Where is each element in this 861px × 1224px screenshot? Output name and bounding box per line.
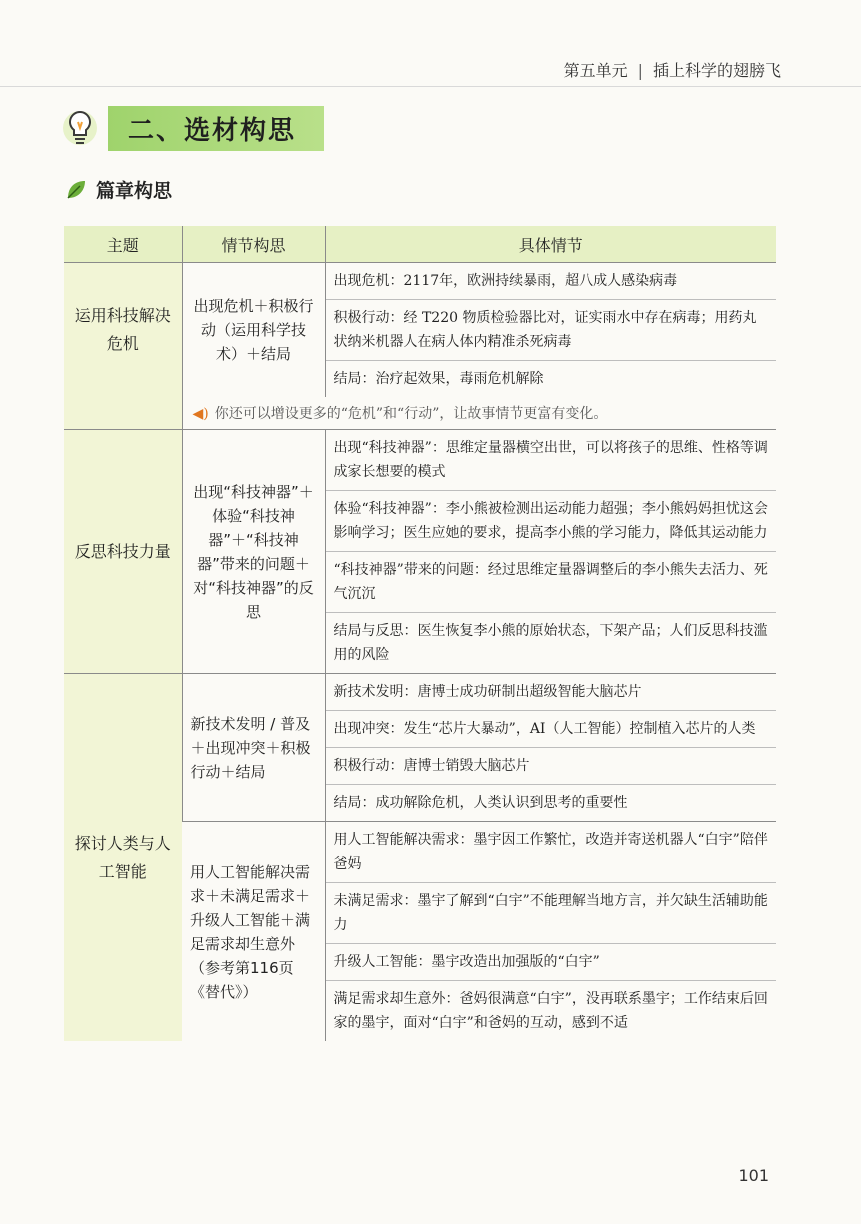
details-cell	[325, 674, 776, 822]
header-divider	[0, 86, 861, 87]
detail-item: 满足需求却生意外：爸妈很满意“白宇”，没再联系墨宇；工作结束后回家的墨宇，面对“白宇”和爸妈的互动，感到不适	[333, 991, 768, 1031]
detail-item: 升级人工智能：墨宇改造出加强版的“白宇”	[326, 944, 777, 981]
header-plot: 情节构思	[182, 226, 325, 263]
table-row	[64, 263, 776, 398]
details-cell	[325, 822, 776, 1042]
topic-cell: 反思科技力量	[64, 430, 182, 674]
table-row	[64, 430, 776, 674]
tip-row	[64, 397, 776, 430]
topic-cell: 运用科技解决危机	[64, 263, 182, 398]
detail-item: “科技神器”带来的问题：经过思维定量器调整后的李小熊失去活力、死气沉沉	[326, 552, 777, 613]
detail-item: 结局：成功解除危机，人类认识到思考的重要性	[333, 795, 628, 811]
page-header	[564, 58, 781, 81]
tip-cell	[182, 397, 776, 430]
header-topic: 主题	[64, 226, 182, 263]
tip-text: 你还可以增设更多的“危机”和“行动”，让故事情节更富有变化。	[214, 406, 608, 422]
detail-item: 用人工智能解决需求：墨宇因工作繁忙，改造并寄送机器人“白宇”陪伴爸妈	[326, 822, 777, 883]
detail-item: 出现冲突：发生“芯片大暴动”，AI（人工智能）控制植入芯片的人类	[326, 711, 777, 748]
table-row	[64, 674, 776, 822]
plot-cell: 新技术发明 / 普及＋出现冲突＋积极行动＋结局	[182, 674, 325, 822]
plot-cell: 出现危机＋积极行动（运用科学技术）＋结局	[182, 263, 325, 398]
detail-item: 体验“科技神器”：李小熊被检测出运动能力超强；李小熊妈妈担忧这会影响学习；医生应她的要求，提高李小熊的学习能力，降低其运动能力	[326, 491, 777, 552]
header-details: 具体情节	[325, 226, 776, 263]
detail-item: 积极行动：经 T220 物质检验器比对，证实雨水中存在病毒；用药丸状纳米机器人在病人体内精准杀死病毒	[326, 300, 777, 361]
unit-label: 第五单元	[563, 61, 628, 80]
plot-cell: 出现“科技神器”＋体验“科技神器”＋“科技神器”带来的问题＋对“科技神器”的反思	[182, 430, 325, 674]
section-heading	[62, 105, 324, 151]
plot-cell: 用人工智能解决需求＋未满足需求＋升级人工智能＋满足需求却生意外（参考第116页《替代》）	[190, 862, 311, 1001]
plot-table	[64, 226, 776, 1041]
page-number: 101	[738, 1166, 769, 1185]
details-cell	[325, 263, 776, 398]
unit-title: 插上科学的翅膀飞	[652, 61, 781, 80]
topic-cell: 探讨人类与人工智能	[64, 674, 182, 1042]
leaf-icon	[64, 178, 88, 202]
detail-item: 结局与反思：医生恢复李小熊的原始状态，下架产品；人们反思科技滥用的风险	[333, 623, 768, 663]
section-title: 二、选材构思	[108, 106, 324, 151]
subsection-heading	[64, 176, 172, 203]
lightbulb-icon	[62, 106, 102, 150]
detail-item: 出现危机：2117年，欧洲持续暴雨，超八成人感染病毒	[326, 263, 777, 300]
detail-item: 未满足需求：墨宇了解到“白宇”不能理解当地方言，并欠缺生活辅助能力	[326, 883, 777, 944]
detail-item: 积极行动：唐博士销毁大脑芯片	[326, 748, 777, 785]
detail-item: 结局：治疗起效果，毒雨危机解除	[333, 371, 544, 387]
header-separator: |	[637, 61, 643, 80]
detail-item: 新技术发明：唐博士成功研制出超级智能大脑芯片	[326, 674, 777, 711]
speaker-icon: ◀)	[192, 406, 209, 422]
topic-cell-empty	[64, 397, 182, 430]
detail-item: 出现“科技神器”：思维定量器横空出世，可以将孩子的思维、性格等调成家长想要的模式	[326, 430, 777, 491]
details-cell	[325, 430, 776, 674]
subsection-title: 篇章构思	[96, 180, 173, 202]
